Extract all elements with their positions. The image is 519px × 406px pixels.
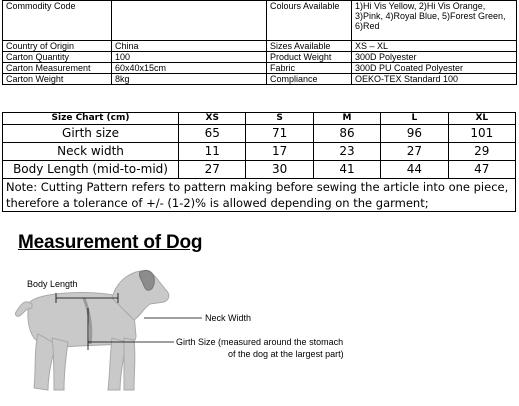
dog-measurement-illustration [0, 258, 519, 406]
spec-label: Carton Weight [3, 74, 112, 85]
commodity-code-label: Commodity Code [3, 1, 112, 41]
cell: 101 [448, 125, 515, 143]
spec-value: XS – XL [352, 41, 517, 52]
measurement-heading: Measurement of Dog [18, 232, 203, 253]
girth-label-line1: Girth Size (measured around the stomach [176, 337, 344, 347]
spec-value: 300D PU Coated Polyester [352, 63, 517, 74]
row-label: Neck width [3, 143, 179, 161]
row-label: Body Length (mid-to-mid) [3, 161, 179, 179]
spec-label: Product Weight [267, 52, 352, 63]
size-chart-note: Note: Cutting Pattern refers to pattern making before sewing the article into one piece, therefore a tolerance of +/- (1-2)% is allowed depending on the garment; [3, 179, 516, 212]
spec-label: Country of Origin [3, 41, 112, 52]
cell: 27 [381, 143, 448, 161]
size-chart-title: Size Chart (cm) [3, 113, 179, 125]
spec-value: 60x40x15cm [112, 63, 267, 74]
girth-label-line2: of the dog at the largest part) [228, 349, 344, 359]
cell: 44 [381, 161, 448, 179]
colours-value: 1)Hi Vis Yellow, 2)Hi Vis Orange, 3)Pink, 4)Royal Blue, 5)Forest Green, 6)Red [352, 1, 517, 41]
spec-label: Carton Quantity [3, 52, 112, 63]
spec-value: OEKO-TEX Standard 100 [352, 74, 517, 85]
spec-value: China [112, 41, 267, 52]
commodity-code-value [112, 1, 267, 41]
specification-table [2, 0, 517, 85]
cell: 47 [448, 161, 515, 179]
cell: 41 [313, 161, 380, 179]
size-header-s: S [246, 113, 313, 125]
cell: 30 [246, 161, 313, 179]
spec-label: Compliance [267, 74, 352, 85]
size-chart-header [3, 113, 516, 125]
size-chart-note-row [3, 179, 516, 212]
cell: 27 [179, 161, 246, 179]
spec-label: Sizes Available [267, 41, 352, 52]
spec-label: Carton Measurement [3, 63, 112, 74]
cell: 17 [246, 143, 313, 161]
cell: 71 [246, 125, 313, 143]
cell: 23 [313, 143, 380, 161]
body-length-label: Body Length [27, 279, 78, 289]
cell: 86 [313, 125, 380, 143]
spec-row [3, 63, 517, 74]
size-row-body-length [3, 161, 516, 179]
spec-value: 100 [112, 52, 267, 63]
spec-row [3, 74, 517, 85]
spec-row [3, 41, 517, 52]
size-row-neck [3, 143, 516, 161]
size-header-xl: XL [448, 113, 515, 125]
neck-width-label: Neck Width [205, 313, 252, 323]
cell: 11 [179, 143, 246, 161]
spec-label: Fabric [267, 63, 352, 74]
spec-value: 300D Polyester [352, 52, 517, 63]
spec-row-commodity [3, 1, 517, 41]
size-header-xs: XS [179, 113, 246, 125]
spec-value: 8kg [112, 74, 267, 85]
size-row-girth [3, 125, 516, 143]
spec-row [3, 52, 517, 63]
cell: 65 [179, 125, 246, 143]
size-chart-table [2, 112, 516, 212]
colours-label: Colours Available [267, 1, 352, 41]
cell: 96 [381, 125, 448, 143]
row-label: Girth size [3, 125, 179, 143]
size-header-l: L [381, 113, 448, 125]
cell: 29 [448, 143, 515, 161]
size-header-m: M [313, 113, 380, 125]
